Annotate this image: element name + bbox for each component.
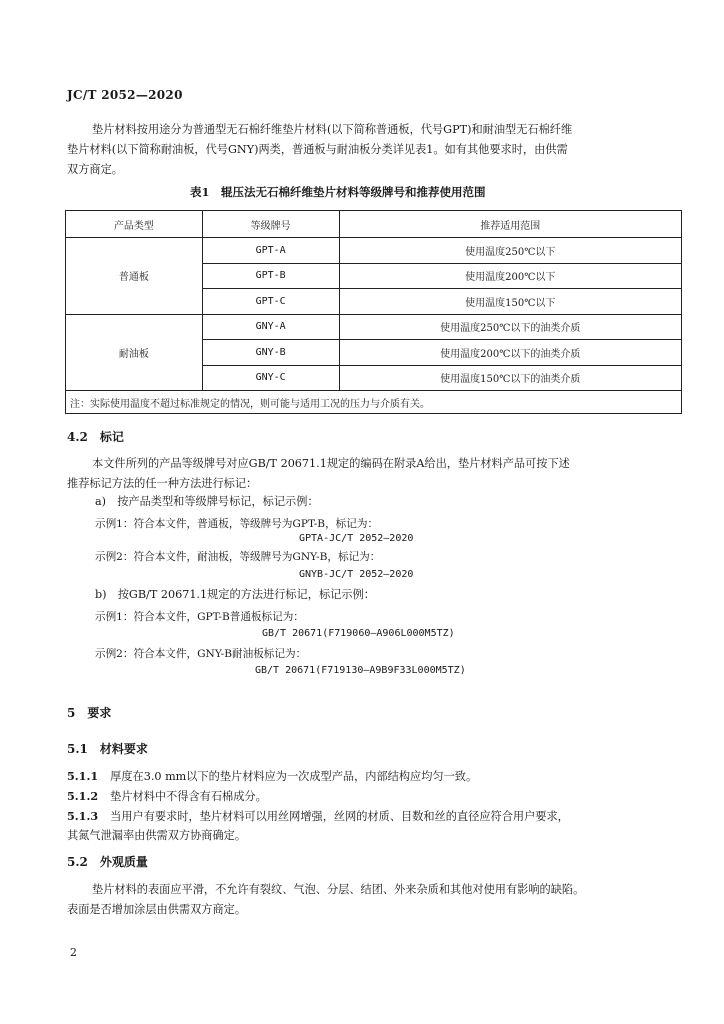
grade-cell: GNY-B — [202, 340, 339, 366]
clause-number: 5.1.2 — [67, 789, 99, 803]
table-note-row — [66, 391, 682, 414]
grade-cell: GNY-A — [202, 314, 339, 340]
table-header-row — [66, 211, 682, 238]
method-a-example-1: 示例1：符合本文件，普通板，等级牌号为GPT-B，标记为： — [95, 518, 379, 530]
table-row — [66, 314, 682, 340]
table-row — [66, 238, 682, 264]
page-number: 2 — [70, 946, 77, 959]
range-cell: 使用温度150℃以下的油类介质 — [339, 365, 681, 391]
clause-5-1-3-line-2: 其氮气泄漏率由供需双方协商确定。 — [67, 829, 247, 842]
method-b-label: b) 按GB/T 20671.1规定的方法进行标记，标记示例： — [95, 588, 375, 601]
clause-5-1-1 — [67, 766, 477, 788]
table-1-title: 表1 辊压法无石棉纤维垫片材料等级牌号和推荐使用范围 — [190, 185, 486, 199]
clause-text: 垫片材料中不得含有石棉成分。 — [110, 790, 267, 803]
range-cell: 使用温度200℃以下 — [339, 263, 681, 289]
grade-cell: GPT-B — [202, 263, 339, 289]
product-type-cell: 耐油板 — [66, 314, 203, 391]
header-product-type: 产品类型 — [66, 211, 203, 238]
method-a-example-2-code: GNYB-JC/T 2052—2020 — [299, 569, 414, 580]
intro-line-1: 垫片材料按用途分为普通型无石棉纤维垫片材料(以下简称普通板，代号GPT)和耐油型无石棉纤维 — [92, 123, 573, 136]
grade-cell: GNY-C — [202, 365, 339, 391]
range-cell: 使用温度250℃以下的油类介质 — [339, 314, 681, 340]
table-1 — [65, 210, 682, 414]
range-cell: 使用温度200℃以下的油类介质 — [339, 340, 681, 366]
document-code-header: JC/T 2052—2020 — [67, 88, 183, 102]
clause-5-1-3 — [67, 806, 569, 828]
clause-number: 5.1.3 — [67, 809, 99, 823]
product-type-cell: 普通板 — [66, 238, 203, 315]
header-grade: 等级牌号 — [202, 211, 339, 238]
section-5-2-heading: 5.2 外观质量 — [67, 855, 148, 869]
clause-text: 当用户有要求时，垫片材料可以用丝网增强，丝网的材质、目数和丝的直径应符合用户要求， — [110, 810, 569, 823]
method-a-example-1-code: GPTA-JC/T 2052—2020 — [299, 533, 414, 544]
method-b-example-1-code: GB/T 20671(F719060—A906L000M5TZ) — [262, 628, 455, 639]
section-5-2-para-line-2: 表面是否增加涂层由供需双方商定。 — [67, 903, 247, 916]
grade-cell: GPT-A — [202, 238, 339, 264]
table-note: 注：实际使用温度不超过标准规定的情况，则可能与适用工况的压力与介质有关。 — [66, 391, 682, 414]
grade-cell: GPT-C — [202, 289, 339, 315]
clause-text: 厚度在3.0 mm以下的垫片材料应为一次成型产品，内部结构应均匀一致。 — [110, 770, 478, 783]
clause-5-1-2 — [67, 786, 267, 808]
section-5-1-heading: 5.1 材料要求 — [67, 742, 148, 756]
range-cell: 使用温度150℃以下 — [339, 289, 681, 315]
section-5-heading: 5 要求 — [67, 706, 112, 720]
intro-line-3: 双方商定。 — [67, 163, 123, 176]
method-a-example-2: 示例2：符合本文件，耐油板，等级牌号为GNY-B，标记为： — [95, 551, 381, 563]
method-a-label: a) 按产品类型和等级牌号标记，标记示例： — [95, 495, 319, 508]
method-b-example-2-code: GB/T 20671(F719130—A9B9F33L000M5TZ) — [255, 665, 466, 676]
method-b-example-2: 示例2：符合本文件，GNY-B耐油板标记为： — [95, 648, 307, 660]
method-b-example-1: 示例1：符合本文件，GPT-B普通板标记为： — [95, 611, 304, 623]
clause-number: 5.1.1 — [67, 769, 99, 783]
range-cell: 使用温度250℃以下 — [339, 238, 681, 264]
section-4-2-heading: 4.2 标记 — [67, 430, 124, 444]
section-4-2-para-line-1: 本文件所列的产品等级牌号对应GB/T 20671.1规定的编码在附录A给出，垫片材料产品可按下述 — [92, 457, 570, 470]
intro-line-2: 垫片材料(以下简称耐油板，代号GNY)两类，普通板与耐油板分类详见表1。如有其他要求时，由供需 — [67, 143, 568, 156]
section-4-2-para-line-2: 推荐标记方法的任一种方法进行标记： — [67, 477, 258, 490]
header-range: 推荐适用范围 — [339, 211, 681, 238]
section-5-2-para-line-1: 垫片材料的表面应平滑，不允许有裂纹、气泡、分层、结团、外来杂质和其他对使用有影响的缺陷。 — [92, 883, 585, 896]
